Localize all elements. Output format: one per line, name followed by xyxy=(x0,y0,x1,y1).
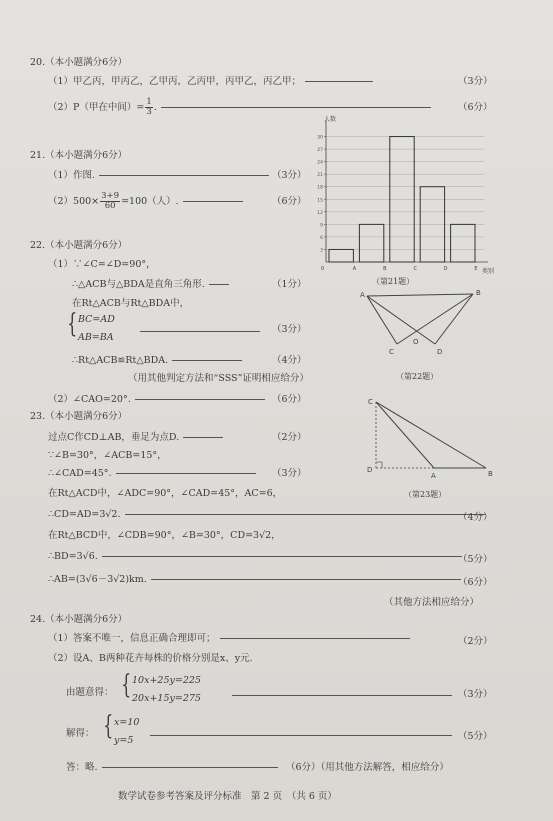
q24-eq-score: （3分） xyxy=(458,689,493,700)
y-tick-label: 24 xyxy=(317,160,323,166)
q21-heading: 21.（本小题满分6分） xyxy=(30,150,128,161)
bar-A xyxy=(329,249,353,262)
fig21-bar-chart xyxy=(312,114,502,284)
q24-eq1: 10x+25y=225 xyxy=(132,675,201,686)
bar-B xyxy=(359,224,383,262)
y-tick-label: 9 xyxy=(320,223,323,229)
q23-line5-score: （4分） xyxy=(458,512,493,523)
x-tick-label: A xyxy=(352,266,357,272)
y-tick-label: 18 xyxy=(317,185,323,191)
y-tick-label: 27 xyxy=(317,148,323,154)
q24-answer: 答：略. xyxy=(66,762,282,774)
q22-note: （用其他判定方法和“SSS”证明相应给分） xyxy=(128,373,309,384)
svg-text:C: C xyxy=(389,348,394,356)
q22-system-score: （3分） xyxy=(272,324,307,335)
fig23-diagram xyxy=(362,392,497,482)
q20-heading: 20.（本小题满分6分） xyxy=(30,57,128,68)
x-tick-label: C xyxy=(413,266,417,272)
svg-text:O: O xyxy=(413,338,419,346)
q24-sol-score: （5分） xyxy=(458,731,493,742)
x-tick-label: D xyxy=(443,266,448,272)
q24-solve-label: 解得： xyxy=(66,728,95,739)
fig22-diagram xyxy=(355,284,490,359)
q21-part2-score: （6分） xyxy=(272,196,307,207)
q22-brace: { xyxy=(67,309,78,339)
q22-line3: 在Rt△ACB与Rt△BDA中， xyxy=(72,298,190,309)
q24-given-label: 由题意得： xyxy=(66,687,114,698)
y-tick-label: 21 xyxy=(317,173,323,179)
x-tick-label: E xyxy=(474,266,478,272)
q23-line7-score: （5分） xyxy=(458,554,493,565)
q22-part2: （2）∠CAO=20°. xyxy=(48,394,269,406)
y-tick-label: 15 xyxy=(317,198,323,204)
q24-line1: （1）答案不唯一，信息正确合理即可； xyxy=(48,633,414,645)
q23-line1-score: （2分） xyxy=(272,432,307,443)
q24-sol2: y=5 xyxy=(114,735,134,746)
y-axis-label: 人数 xyxy=(324,116,337,123)
q20-part2: （2）P（甲在中间）= $\frac{1}{3}$ . xyxy=(48,98,435,117)
q24-sol1: x=10 xyxy=(114,717,140,728)
q20-part1: （1）甲乙丙，甲丙乙，乙甲丙，乙丙甲，丙甲乙，丙乙甲； xyxy=(48,76,377,88)
q22-line1: （1）∵∠C=∠D=90°， xyxy=(48,259,156,270)
fig22-caption: （第22题） xyxy=(396,372,439,381)
y-tick-label: 6 xyxy=(320,235,323,241)
q21-part1-score: （3分） xyxy=(272,170,307,181)
svg-text:B: B xyxy=(476,289,481,297)
svg-text:A: A xyxy=(431,472,436,480)
q24-heading: 24.（本小题满分6分） xyxy=(30,614,128,625)
x-tick-label: B xyxy=(383,266,387,272)
q23-line3: ∴∠CAD=45°. xyxy=(48,468,260,480)
q23-line2: ∵∠B=30°，∠ACB=15°， xyxy=(48,450,167,461)
q22-line4-score: （4分） xyxy=(272,355,307,366)
svg-text:D: D xyxy=(437,348,443,356)
x-axis-label: 类别 xyxy=(482,268,495,275)
q20-fraction: $\frac{1}{3}$ xyxy=(146,97,152,117)
fig23-caption: （第23题） xyxy=(404,490,447,499)
y-tick-label: 30 xyxy=(317,135,323,141)
q22-system-leader xyxy=(140,326,264,338)
q22-heading: 22.（本小题满分6分） xyxy=(30,240,128,251)
q22-part2-score: （6分） xyxy=(272,394,307,405)
q24-line1-score: （2分） xyxy=(458,636,493,647)
q24-line2: （2）设A、B两种花卉每株的价格分别是x、y元. xyxy=(48,653,253,664)
q24-answer-score: （6分）（用其他方法解答，相应给分） xyxy=(286,762,449,773)
svg-text:B: B xyxy=(488,470,493,478)
q21-fraction: $\frac{3+9}{60}$ xyxy=(101,191,120,211)
q21-part1: （1）作图. xyxy=(48,170,273,182)
q23-line8: ∴AB=(3√6－3√2)km. xyxy=(48,574,465,586)
q22-system-eq2: AB=BA xyxy=(78,332,114,343)
q23-line6: 在Rt△BCD中，∠CDB=90°，∠B=30°，CD=3√2， xyxy=(48,530,281,541)
q24-eq2: 20x+15y=275 xyxy=(132,693,201,704)
q23-heading: 23.（本小题满分6分） xyxy=(30,411,128,422)
q24-solve-brace: { xyxy=(103,711,114,741)
q21-part2: （2）500× $\frac{3+9}{60}$ =100（人）. xyxy=(48,192,247,211)
q22-line2-score: （1分） xyxy=(272,279,307,290)
q23-line7: ∴BD=3√6. xyxy=(48,551,466,563)
q23-line1: 过点C作CD⊥AB，垂足为点D. xyxy=(48,432,227,444)
q23-line4: 在Rt△ACD中，∠ADC=90°，∠CAD=45°，AC=6， xyxy=(48,488,283,499)
bar-E xyxy=(451,224,475,262)
q22-line4: ∴Rt△ACB≌Rt△BDA. xyxy=(72,355,246,367)
y-tick-label: 12 xyxy=(317,210,323,216)
svg-text:D: D xyxy=(367,466,373,474)
q23-line3-score: （3分） xyxy=(272,468,307,479)
page-footer: 数学试卷参考答案及评分标准 第 2 页 （共 6 页） xyxy=(118,791,337,802)
q20-part2-score: （6分） xyxy=(458,102,493,113)
q24-sol-leader xyxy=(150,730,456,742)
q24-eq-leader xyxy=(232,690,456,702)
svg-text:A: A xyxy=(360,291,365,299)
q24-given-brace: { xyxy=(121,670,132,700)
q20-part1-score: （3分） xyxy=(458,76,493,87)
origin-label: 0 xyxy=(321,266,325,272)
fig21-caption: （第21题） xyxy=(372,277,415,286)
q22-line2: ∴△ACB与△BDA是直角三角形. xyxy=(72,279,233,291)
q23-line5: ∴CD=AD=3√2. xyxy=(48,509,489,521)
y-tick-label: 3 xyxy=(320,248,323,254)
q23-note: （其他方法相应给分） xyxy=(384,597,480,608)
svg-text:C: C xyxy=(368,398,373,406)
q23-line8-score: （6分） xyxy=(458,577,493,588)
q22-system-eq1: BC=AD xyxy=(78,314,115,325)
